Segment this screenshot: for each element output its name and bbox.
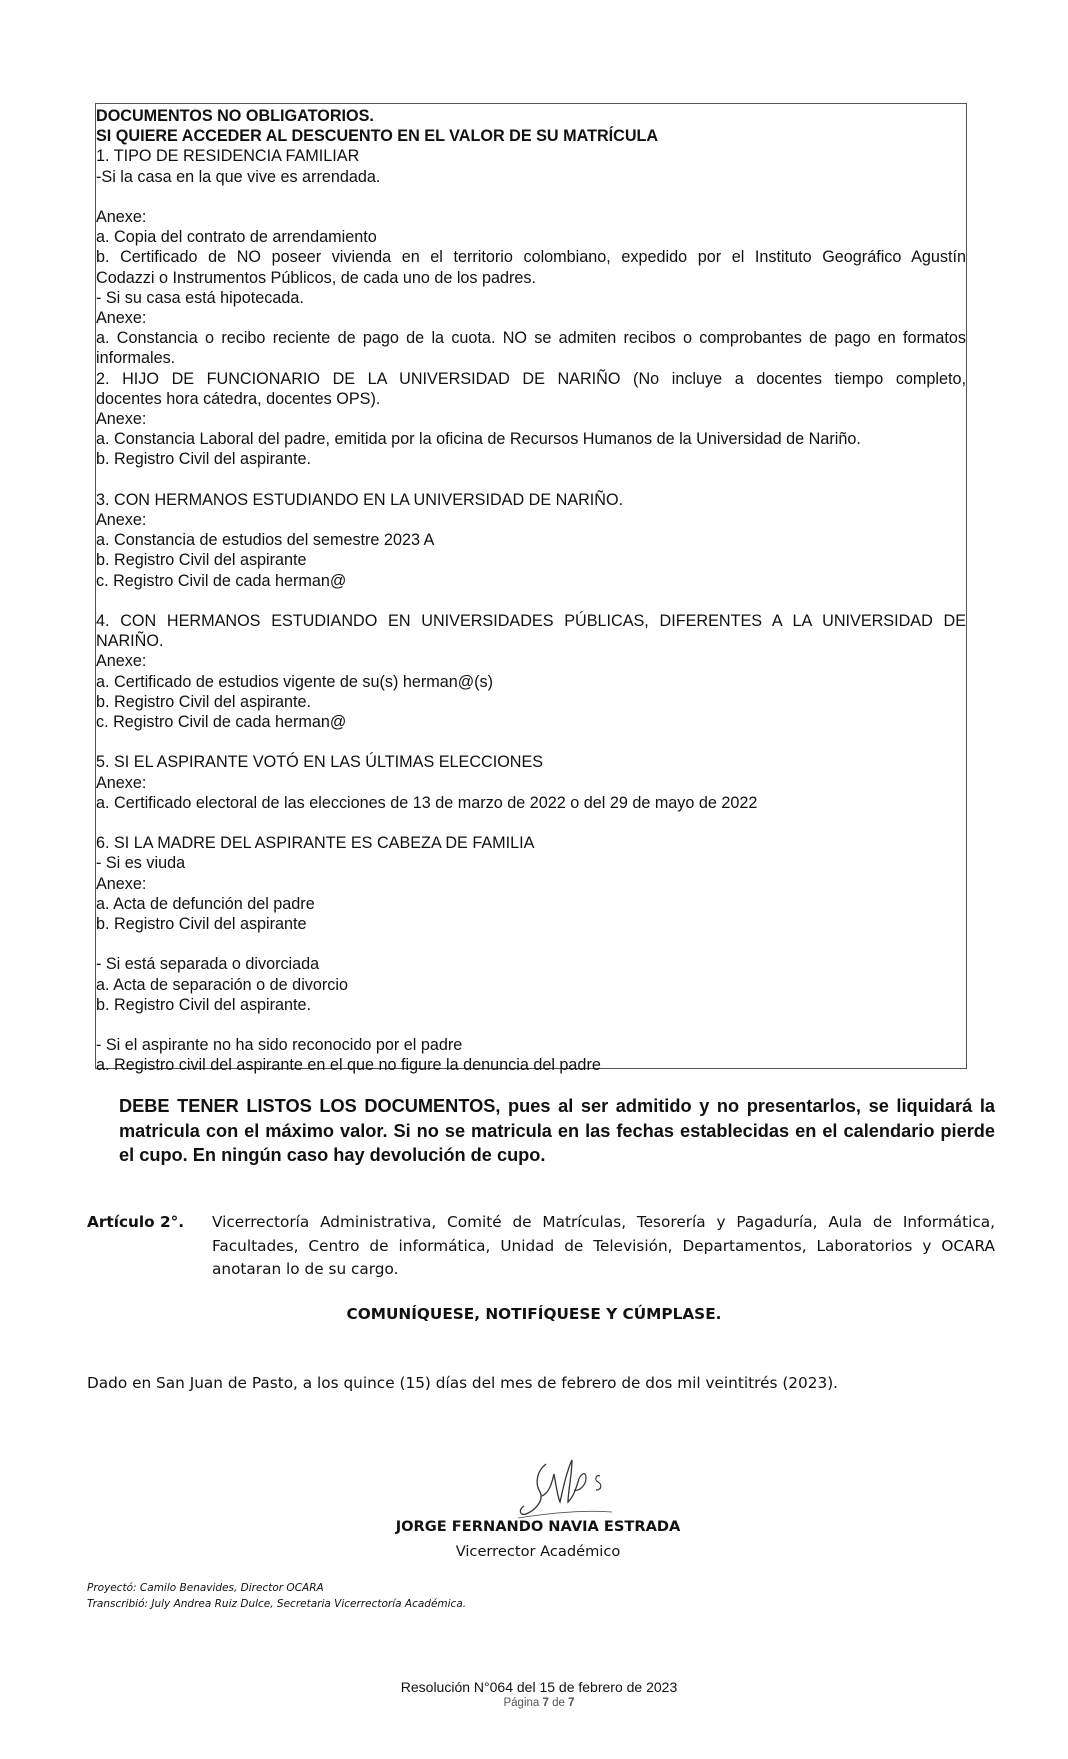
- page-of: de: [552, 1697, 565, 1709]
- requirement-item: a. Constancia de estudios del semestre 2023 A: [96, 531, 435, 550]
- section-6-case-widow: - Si es viuda: [96, 854, 186, 873]
- documents-warning: [119, 1094, 995, 1168]
- credit-transcribed-by: Transcribió: July Andrea Ruiz Dulce, Secretaria Vicerrectoría Académica.: [87, 1597, 467, 1610]
- article-line: anotaran lo de su cargo.: [212, 1260, 399, 1278]
- section-5-title: 5. SI EL ASPIRANTE VOTÓ EN LAS ÚLTIMAS ELECCIONES: [96, 753, 544, 772]
- resolution-reference: Resolución N°064 del 15 de febrero de 2023: [400, 1679, 678, 1695]
- page-total: 7: [568, 1697, 575, 1709]
- signer-name: JORGE FERNANDO NAVIA ESTRADA: [395, 1518, 681, 1535]
- blank-line: [96, 813, 966, 833]
- requirement-item: a. Acta de defunción del padre: [96, 894, 315, 913]
- section-1-title: 1. TIPO DE RESIDENCIA FAMILIAR: [96, 147, 360, 166]
- requirement-item: a. Copia del contrato de arrendamiento: [96, 228, 377, 247]
- section-6-title: 6. SI LA MADRE DEL ASPIRANTE ES CABEZA DE FAMILIA: [96, 834, 535, 853]
- anexe-label: Anexe:: [96, 208, 147, 226]
- page-word: Página: [503, 1697, 540, 1709]
- requirement-item-continued: informales.: [96, 349, 176, 368]
- blank-line: [96, 187, 966, 207]
- credit-projected-by: Proyectó: Camilo Benavides, Director OCARA: [87, 1582, 324, 1594]
- section-1-case-mortgaged: - Si su casa está hipotecada.: [96, 288, 304, 307]
- requirement-item: b. Certificado de NO poseer vivienda en el territorio colombiano, expedido por el Instituto Geográfico Agustín: [96, 248, 966, 267]
- requirement-item: c. Registro Civil de cada herman@: [96, 571, 347, 590]
- blank-line: [96, 934, 966, 954]
- anexe-label: Anexe:: [96, 410, 147, 429]
- article-line: Facultades, Centro de informática, Unidad de Televisión, Departamentos, Laboratorios y OCARA: [212, 1236, 995, 1255]
- requirement-item: a. Certificado de estudios vigente de su(s) herman@(s): [96, 672, 494, 691]
- handwritten-signature: [516, 1452, 626, 1524]
- requirement-item: a. Acta de separación o de divorcio: [96, 975, 348, 994]
- section-1-case-rented: -Si la casa en la que vive es arrendada.: [96, 167, 381, 186]
- article-line: Vicerrectoría Administrativa, Comité de Matrículas, Tesorería y Pagaduría, Aula de Informática,: [212, 1213, 995, 1231]
- requirement-item-continued: Codazzi o Instrumentos Públicos, de cada uno de los padres.: [96, 268, 537, 287]
- credits: [87, 1581, 466, 1612]
- anexe-label: Anexe:: [96, 309, 147, 328]
- section-3-title: 3. CON HERMANOS ESTUDIANDO EN LA UNIVERSIDAD DE NARIÑO.: [96, 490, 624, 509]
- box-heading-2: SI QUIERE ACCEDER AL DESCUENTO EN EL VALOR DE SU MATRÍCULA: [96, 127, 659, 146]
- blank-line: [96, 732, 966, 752]
- blank-line: [96, 1015, 966, 1035]
- requirement-item: c. Registro Civil de cada herman@: [96, 713, 347, 732]
- page-number: [0, 1697, 1068, 1709]
- box-heading-1: DOCUMENTOS NO OBLIGATORIOS.: [96, 107, 374, 125]
- section-2-title: 2. HIJO DE FUNCIONARIO DE LA UNIVERSIDAD DE NARIÑO (No incluye a docentes tiempo completo,: [96, 369, 966, 388]
- blank-line: [96, 470, 966, 490]
- section-2-title-continued: docentes hora cátedra, docentes OPS).: [96, 389, 381, 408]
- requirement-item: b. Registro Civil del aspirante.: [96, 450, 312, 469]
- requirement-item: a. Registro civil del aspirante en el que no figure la denuncia del padre: [96, 1056, 601, 1075]
- anexe-label: Anexe:: [96, 652, 147, 671]
- requirement-item: a. Constancia o recibo reciente de pago de la cuota. NO se admiten recibos o comprobantes de pago en formatos: [96, 329, 966, 348]
- requirement-item: b. Registro Civil del aspirante: [96, 915, 307, 934]
- requirement-item: b. Registro Civil del aspirante: [96, 551, 307, 570]
- section-4-title: 4. CON HERMANOS ESTUDIANDO EN UNIVERSIDADES PÚBLICAS, DIFERENTES A LA UNIVERSIDAD DE: [96, 612, 966, 631]
- anexe-label: Anexe:: [96, 874, 147, 893]
- requirement-item: b. Registro Civil del aspirante.: [96, 995, 312, 1014]
- warning-line: matricula con el máximo valor. Si no se matricula en las fechas establecidas en el calendario pierde: [119, 1120, 995, 1141]
- anexe-label: Anexe:: [96, 511, 147, 530]
- anexe-label: Anexe:: [96, 773, 147, 792]
- signer-title: Vicerrector Académico: [455, 1543, 621, 1560]
- blank-line: [96, 591, 966, 611]
- requirement-item: a. Constancia Laboral del padre, emitida por la oficina de Recursos Humanos de la Universidad de Nariño.: [96, 430, 861, 449]
- section-6-case-divorced: - Si está separada o divorciada: [96, 955, 320, 974]
- optional-documents-box: [95, 103, 967, 1075]
- article-label: Artículo 2°.: [87, 1213, 185, 1231]
- requirement-item: a. Certificado electoral de las elecciones de 13 de marzo de 2022 o del 29 de mayo de 2022: [96, 793, 758, 812]
- warning-line: DEBE TENER LISTOS LOS DOCUMENTOS, pues al ser admitido y no presentarlos, se liquidará la: [119, 1096, 995, 1116]
- section-4-title-continued: NARIÑO.: [96, 632, 164, 651]
- warning-line: el cupo. En ningún caso hay devolución de cupo.: [119, 1145, 546, 1165]
- article-text: [212, 1211, 995, 1282]
- closing-formula: COMUNÍQUESE, NOTIFÍQUESE Y CÚMPLASE.: [346, 1305, 722, 1323]
- requirement-item: b. Registro Civil del aspirante.: [96, 692, 312, 711]
- page-current: 7: [542, 1697, 549, 1709]
- issued-at: Dado en San Juan de Pasto, a los quince (15) días del mes de febrero de dos mil veintitrés (2023).: [87, 1374, 839, 1392]
- section-6-case-unrecognized: - Si el aspirante no ha sido reconocido por el padre: [96, 1036, 463, 1055]
